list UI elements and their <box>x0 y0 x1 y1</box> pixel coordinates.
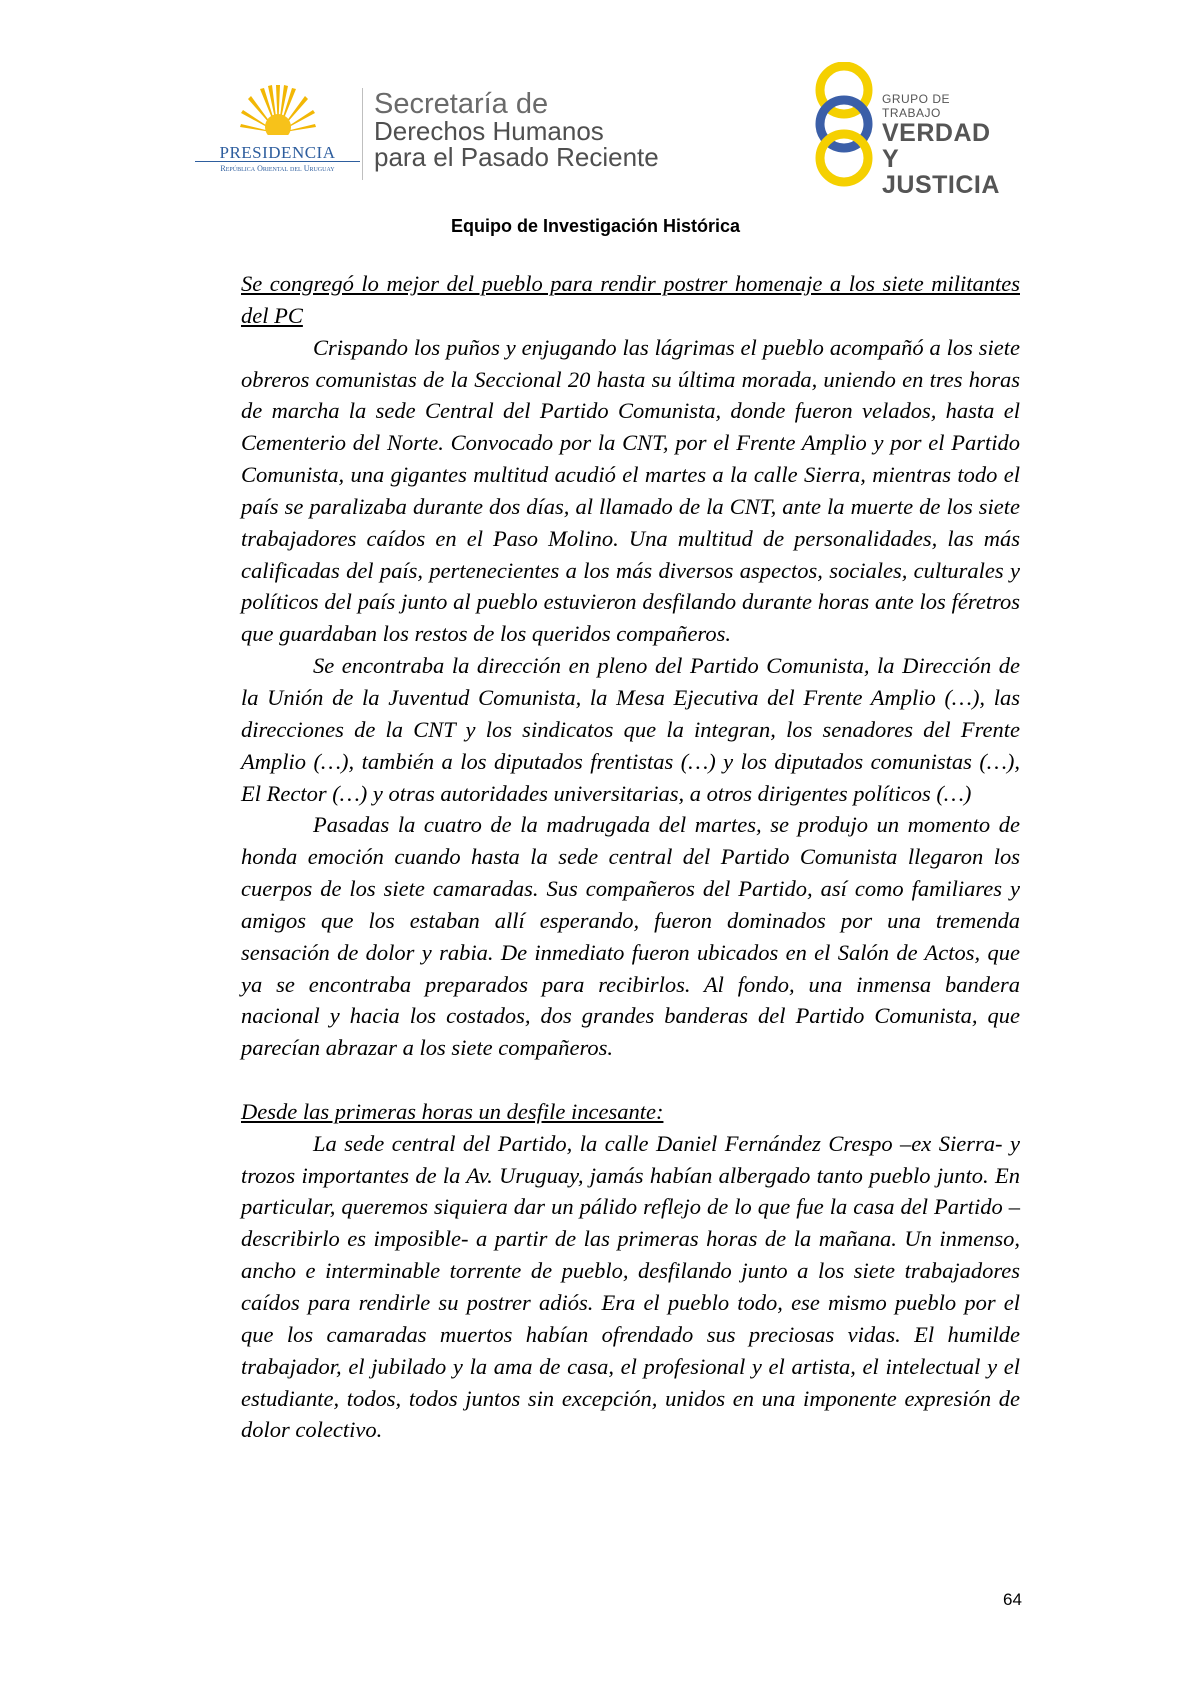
sun-icon <box>240 83 316 143</box>
presidencia-logo <box>195 83 360 178</box>
rings-icon <box>810 62 882 187</box>
section-heading: Se congregó lo mejor del pueblo para rendir postrer homenaje a los siete militantes del PC <box>241 271 1020 328</box>
grupo-line-2: VERDAD Y <box>882 119 991 173</box>
grupo-line-3: JUSTICIA <box>882 171 1000 199</box>
paragraph: Crispando los puños y enjugando las lágrimas el pueblo acompañó a los siete obreros comunistas de la Seccional 20 hasta su última morada, uniendo en tres horas de marcha la sede Central del Partido Comunista, donde fueron velados, hasta el Cementerio del Norte. Convocado por la CNT, por el Frente Amplio y por el Partido Comunista, una gigantes multitud acudió el martes a la calle Sierra, mientras todo el país se paralizaba durante dos días, al llamado de la CNT, ante la muerte de los siete trabajadores caídos en el Paso Molino. Una multitud de personalidades, las más calificadas del país, pertenecientes a los más diversos aspectos, sociales, culturales y políticos del país junto al pueblo estuvieron desfilando durante horas ante los féretros que guardaban los restos de los queridos compañeros. <box>241 334 1020 647</box>
presidencia-rule <box>195 161 360 162</box>
header-divider <box>362 88 363 180</box>
secretaria-line-2: Derechos Humanos <box>374 116 604 146</box>
grupo-trabajo-text <box>882 92 1010 198</box>
presidencia-name: PRESIDENCIA <box>219 143 336 162</box>
spacer <box>241 1064 1020 1096</box>
document-body <box>241 268 1020 1446</box>
secretaria-logo <box>374 90 659 170</box>
grupo-line-1: GRUPO DE TRABAJO <box>882 92 951 120</box>
secretaria-line-3: para el Pasado Reciente <box>374 142 659 172</box>
paragraph: Pasadas la cuatro de la madrugada del martes, se produjo un momento de honda emoción cuando hasta la sede central del Partido Comunista llegaron los cuerpos de los siete camaradas. Sus compañeros del Partido, así como familiares y amigos que los estaban allí esperando, fueron dominados por una tremenda sensación de dolor y rabia. De inmediato fueron ubicados en el Salón de Actos, que ya se encontraba preparados para recibirlos. Al fondo, una inmensa bandera nacional y hacia los costados, dos grandes banderas del Partido Comunista, que parecían abrazar a los siete compañeros. <box>241 812 1020 1061</box>
grupo-trabajo-logo <box>810 62 1010 199</box>
paragraph: La sede central del Partido, la calle Daniel Fernández Crespo –ex Sierra- y trozos importantes de la Av. Uruguay, jamás habían albergado tanto pueblo junto. En particular, queremos siquiera dar un pálido reflejo de lo que fue la casa del Partido –describirlo es imposible- a partir de las primeras horas de la mañana. Un inmenso, ancho e interminable torrente de pueblo, desfilando junto a los siete trabajadores caídos para rendirle su postrer adiós. Era el pueblo todo, ese mismo pueblo por el que los camaradas muertos habían ofrendado sus preciosas vidas. El humilde trabajador, el jubilado y la ama de casa, el profesional y el artista, el intelectual y el estudiante, todos, todos juntos sin excepción, unidos en una imponente expresión de dolor colectivo. <box>241 1130 1020 1443</box>
secretaria-line-1: Secretaría de <box>374 88 549 120</box>
page-number: 64 <box>1003 1590 1022 1609</box>
presidencia-subtitle: República Oriental del Uruguay <box>220 164 335 173</box>
team-title: Equipo de Investigación Histórica <box>450 216 741 236</box>
section-heading: Desde las primeras horas un desfile incesante: <box>241 1098 664 1124</box>
paragraph: Se encontraba la dirección en pleno del Partido Comunista, la Dirección de la Unión de la Juventud Comunista, la Mesa Ejecutiva del Frente Amplio (…), las direcciones de la CNT y los sindicatos que la integran, los senadores del Frente Amplio (…), también a los diputados frentistas (…) y los diputados comunistas (…), El Rector (…) y otras autoridades universitarias, a otros dirigentes políticos (…) <box>241 653 1020 806</box>
